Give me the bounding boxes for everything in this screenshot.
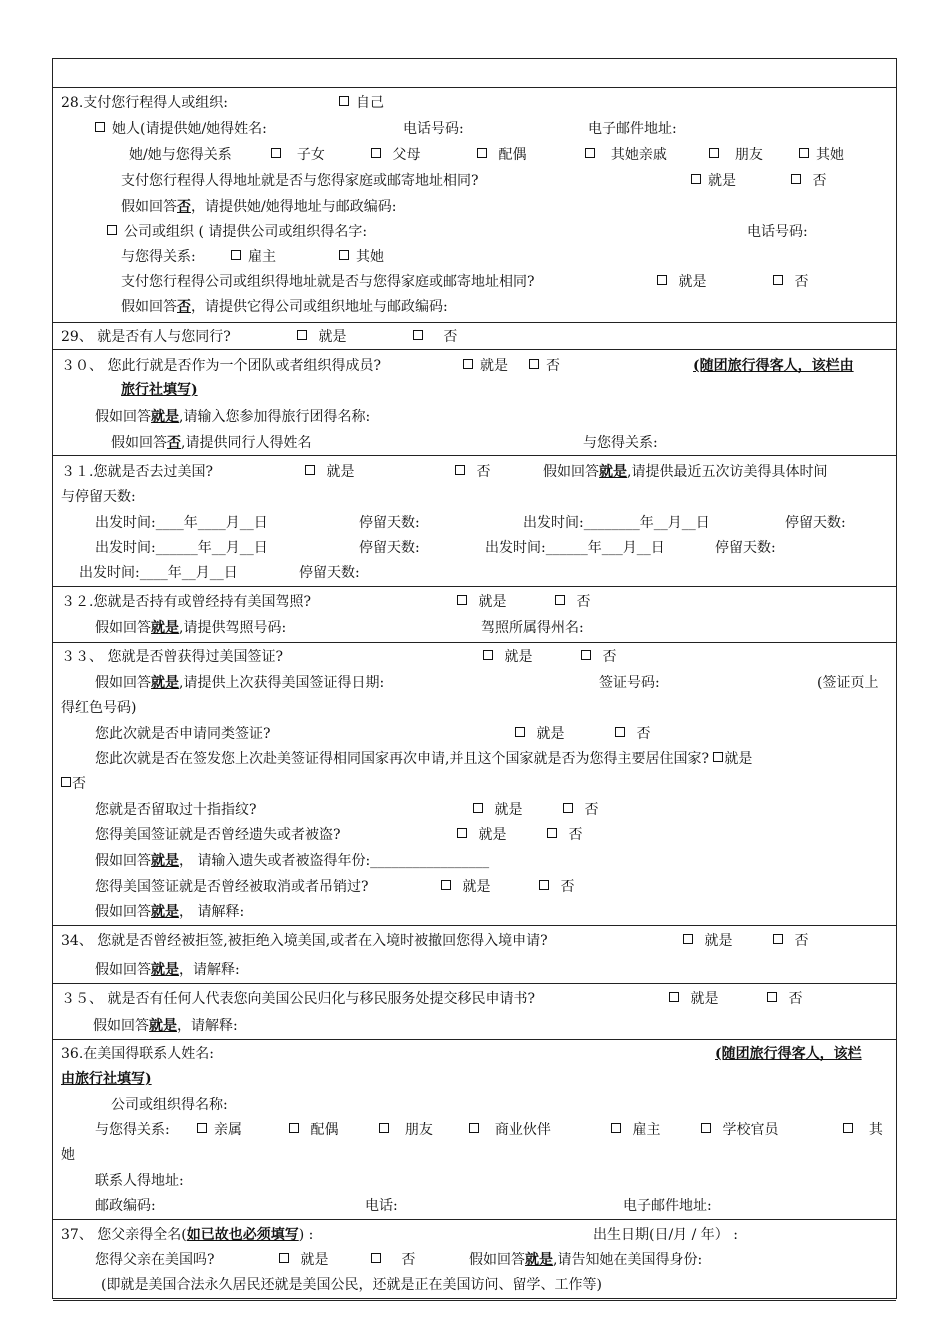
checkbox[interactable]: [585, 148, 595, 158]
q28-company-same-yes[interactable]: 就是: [657, 272, 706, 292]
q28-company-option[interactable]: 公司或组织 ( 请提供公司或组织得名字:: [107, 222, 367, 242]
q31-trip-3-days[interactable]: 停留天数:: [359, 540, 420, 556]
checkbox[interactable]: [477, 148, 487, 158]
q28-phone-label: 电话号码:: [403, 121, 464, 137]
q28-self-option[interactable]: 自己: [339, 93, 384, 113]
checkbox[interactable]: [691, 174, 701, 184]
q30-relation: 与您得关系:: [583, 435, 658, 451]
q32-no[interactable]: 否: [555, 592, 590, 612]
q31-trip-4-days[interactable]: 停留天数:: [715, 540, 776, 556]
q33-red-note-cont: 得红色号码): [61, 700, 137, 716]
q28-rel-other[interactable]: 其她: [799, 145, 844, 165]
q31-trip-2-date[interactable]: 出发时间:________年__月__日: [523, 515, 710, 531]
checkbox[interactable]: [473, 803, 483, 813]
q36-rel-relative[interactable]: 亲属: [197, 1120, 242, 1140]
q31-trip-1-date[interactable]: 出发时间:____年____月__日: [95, 515, 268, 531]
q30-question: ３０、 您此行就是否作为一个团队或者组织得成员?: [61, 358, 381, 374]
checkbox[interactable]: [555, 595, 565, 605]
q37-yes[interactable]: 就是: [279, 1250, 328, 1270]
checkbox[interactable]: [539, 880, 549, 890]
checkbox[interactable]: [279, 1253, 289, 1263]
checkbox[interactable]: [371, 148, 381, 158]
q33-lost-no[interactable]: 否: [547, 825, 582, 845]
q33-if-yes: 假如回答就是,请提供上次获得美国签证得日期:: [95, 675, 385, 691]
q33-same-type-no[interactable]: 否: [615, 724, 650, 744]
checkbox[interactable]: [515, 727, 525, 737]
q28-company-same-no[interactable]: 否: [773, 272, 808, 292]
q36-address: 联系人得地址:: [95, 1173, 184, 1189]
q33-no[interactable]: 否: [581, 647, 616, 667]
q33-yes[interactable]: 就是: [483, 647, 532, 667]
q31-trip-5-date[interactable]: 出发时间:____年__月__日: [79, 565, 238, 581]
q36-agency-note: (随团旅行得客人，该栏: [715, 1046, 862, 1062]
checkbox[interactable]: [107, 225, 117, 235]
section-divider: [53, 983, 896, 984]
q28-rel-friend[interactable]: 朋友: [709, 145, 763, 165]
q28-if-no: 假如回答否，请提供她/她得地址与邮政编码:: [121, 199, 397, 215]
checkbox[interactable]: [95, 122, 105, 132]
checkbox[interactable]: [611, 1123, 621, 1133]
q32-question: ３２.您就是否持有或曾经持有美国驾照?: [61, 594, 311, 610]
q33-fingerprint: 您就是否留取过十指指纹?: [95, 802, 257, 818]
q31-no[interactable]: 否: [455, 462, 490, 482]
q33-cancelled-explain: 假如回答就是， 请解释:: [95, 904, 245, 920]
checkbox[interactable]: [297, 330, 307, 340]
q37-in-us: 您得父亲在美国吗?: [95, 1252, 215, 1268]
section-divider: [53, 322, 896, 323]
q33-lost-if-yes: 假如回答就是， 请输入遗失或者被盗得年份:_________________: [95, 853, 490, 869]
q30-if-yes: 假如回答就是,请输入您参加得旅行团得名称:: [95, 409, 371, 425]
q29-no[interactable]: 否: [413, 327, 457, 347]
q36-phone: 电话:: [365, 1198, 398, 1214]
q34-yes[interactable]: 就是: [683, 931, 732, 951]
q28-company-phone: 电话号码:: [747, 224, 808, 240]
checkbox[interactable]: [379, 1123, 389, 1133]
q33-lost-yes[interactable]: 就是: [457, 825, 506, 845]
checkbox[interactable]: [683, 934, 693, 944]
q29-question: 29、 就是否有人与您同行?: [61, 329, 231, 345]
q31-question: ３１.您就是否去过美国?: [61, 464, 213, 480]
checkbox[interactable]: [773, 275, 783, 285]
checkbox[interactable]: [231, 250, 241, 260]
q28-other-option[interactable]: 她人(请提供她/她得姓名:: [95, 119, 267, 139]
q30-agency-note-cont: 旅行社填写): [121, 382, 198, 398]
checkbox[interactable]: [197, 1123, 207, 1133]
checkbox[interactable]: [615, 727, 625, 737]
q28-rel-spouse[interactable]: 配偶: [477, 145, 526, 165]
q31-yes[interactable]: 就是: [305, 462, 354, 482]
section-divider: [53, 586, 896, 587]
q30-agency-note: (随团旅行得客人，该栏由: [693, 358, 854, 374]
q31-trip-5-days[interactable]: 停留天数:: [299, 565, 360, 581]
q34-question: 34、 您就是否曾经被拒签,被拒绝入境美国,或者在入境时被撤回您得入境申请?: [61, 933, 548, 949]
section-divider: [53, 455, 896, 456]
checkbox[interactable]: [709, 148, 719, 158]
checkbox[interactable]: [483, 650, 493, 660]
q30-yes[interactable]: 就是: [463, 356, 508, 376]
section-divider: [53, 925, 896, 926]
q28-same-yes[interactable]: 就是: [691, 171, 736, 191]
checkbox[interactable]: [457, 828, 467, 838]
q32-yes[interactable]: 就是: [457, 592, 506, 612]
checkbox[interactable]: [469, 1123, 479, 1133]
checkbox[interactable]: [669, 992, 679, 1002]
q36-rel-business[interactable]: 商业伙伴: [469, 1120, 551, 1140]
q31-trip-1-days[interactable]: 停留天数:: [359, 515, 420, 531]
q28-rel-relative[interactable]: 其她亲戚: [585, 145, 667, 165]
q35-explain: 假如回答就是，请解释:: [93, 1018, 238, 1034]
q37-question: 37、 您父亲得全名(如已故也必须填写) :: [61, 1227, 314, 1243]
q28-rel-child[interactable]: 子女: [271, 145, 325, 165]
checkbox[interactable]: [799, 148, 809, 158]
q28-employer-option[interactable]: 雇主: [231, 247, 276, 267]
q28-same-no[interactable]: 否: [791, 171, 826, 191]
q28-company-same-address: 支付您行程得公司或组织得地址就是否与您得家庭或邮寄地址相同?: [121, 274, 535, 290]
q37-no[interactable]: 否: [371, 1250, 415, 1270]
section-divider: [53, 642, 896, 643]
checkbox[interactable]: [413, 330, 423, 340]
q28-rel-parent[interactable]: 父母: [371, 145, 420, 165]
q28-same-address: 支付您行程得人得地址就是否与您得家庭或邮寄地址相同?: [121, 173, 479, 189]
q37-status-note: (即就是美国合法永久居民还就是美国公民，还就是正在美国访问、留学、工作等): [101, 1277, 602, 1293]
checkbox[interactable]: [713, 752, 723, 762]
checkbox[interactable]: [547, 828, 557, 838]
q34-no[interactable]: 否: [773, 931, 808, 951]
q28-question: 28.支付您行程得人或组织:: [61, 95, 228, 111]
q33-cancelled: 您得美国签证就是否曾经被取消或者吊销过?: [95, 879, 369, 895]
q28-company-relation: 与您得关系:: [121, 249, 196, 265]
section-divider: [53, 87, 896, 88]
section-divider: [53, 1039, 896, 1040]
q35-yes[interactable]: 就是: [669, 989, 718, 1009]
checkbox[interactable]: [843, 1123, 853, 1133]
q33-fingerprint-no[interactable]: 否: [563, 800, 598, 820]
checkbox[interactable]: [455, 465, 465, 475]
checkbox[interactable]: [773, 934, 783, 944]
q36-rel-other[interactable]: 其: [843, 1120, 883, 1140]
checkbox[interactable]: [657, 275, 667, 285]
section-divider: [53, 1300, 896, 1301]
checkbox[interactable]: [289, 1123, 299, 1133]
checkbox[interactable]: [339, 96, 349, 106]
q33-same-type-yes[interactable]: 就是: [515, 724, 564, 744]
checkbox[interactable]: [441, 880, 451, 890]
q33-lost: 您得美国签证就是否曾经遗失或者被盗?: [95, 827, 341, 843]
checkbox[interactable]: [701, 1123, 711, 1133]
q30-no[interactable]: 否: [529, 356, 560, 376]
section-divider: [53, 1219, 896, 1220]
checkbox[interactable]: [305, 465, 315, 475]
q31-trip-2-days[interactable]: 停留天数:: [785, 515, 846, 531]
checkbox[interactable]: [371, 1253, 381, 1263]
checkbox[interactable]: [457, 595, 467, 605]
q30-if-no: 假如回答否,请提供同行人得姓名: [111, 435, 312, 451]
checkbox[interactable]: [563, 803, 573, 813]
q33-same-type: 您此次就是否申请同类签证?: [95, 726, 271, 742]
checkbox[interactable]: [767, 992, 777, 1002]
q28-relation-label: 她/她与您得关系: [129, 147, 232, 163]
q28-company-if-no: 假如回答否，请提供它得公司或组织地址与邮政编码:: [121, 299, 448, 315]
q37-if-yes: 假如回答就是,请告知她在美国得身份:: [469, 1252, 703, 1268]
q36-agency-note-cont: 由旅行社填写): [61, 1071, 152, 1087]
checkbox[interactable]: [61, 777, 71, 787]
checkbox[interactable]: [339, 250, 349, 260]
checkbox[interactable]: [271, 148, 281, 158]
q29-yes[interactable]: 就是: [297, 327, 346, 347]
q36-email: 电子邮件地址:: [623, 1198, 712, 1214]
q36-rel-spouse[interactable]: 配偶: [289, 1120, 338, 1140]
q33-cancelled-no[interactable]: 否: [539, 877, 574, 897]
q36-company: 公司或组织得名称:: [111, 1097, 228, 1113]
visa-application-form: [52, 58, 897, 1299]
q36-postal: 邮政编码:: [95, 1198, 156, 1214]
q36-rel-school[interactable]: 学校官员: [701, 1120, 778, 1140]
q31-trip-4-date[interactable]: 出发时间:______年___月__日: [485, 540, 665, 556]
q33-cancelled-yes[interactable]: 就是: [441, 877, 490, 897]
q31-if-yes-cont: 与停留天数:: [61, 489, 136, 505]
q33-fingerprint-yes[interactable]: 就是: [473, 800, 522, 820]
q31-if-yes: 假如回答就是,请提供最近五次访美得具体时间: [543, 464, 828, 480]
q33-red-note: (签证页上: [817, 675, 879, 691]
checkbox[interactable]: [581, 650, 591, 660]
q32-if-yes: 假如回答就是,请提供驾照号码:: [95, 620, 287, 636]
section-divider: [53, 349, 896, 350]
q36-rel-other-cont: 她: [61, 1147, 75, 1163]
q28-email-label: 电子邮件地址:: [588, 121, 677, 137]
checkbox[interactable]: [529, 359, 539, 369]
q33-same-country-no[interactable]: 否: [61, 774, 86, 794]
q33-question: ３３、 您就是否曾获得过美国签证?: [61, 649, 283, 665]
q36-question: 36.在美国得联系人姓名:: [61, 1046, 214, 1062]
q36-relation: 与您得关系:: [95, 1122, 170, 1138]
q32-state: 驾照所属得州名:: [481, 620, 584, 636]
q37-birth-date: 出生日期(日/月 / 年） :: [593, 1227, 738, 1243]
q35-question: ３５、 就是否有任何人代表您向美国公民归化与移民服务处提交移民申请书?: [61, 991, 535, 1007]
q35-no[interactable]: 否: [767, 989, 802, 1009]
q34-explain: 假如回答就是，请解释:: [95, 962, 240, 978]
checkbox[interactable]: [463, 359, 473, 369]
q28-other2-option[interactable]: 其她: [339, 247, 384, 267]
q33-same-country: 您此次就是否在签发您上次赴美签证得相同国家再次申请,并且这个国家就是否为您得主要居住国家? 就是: [95, 751, 753, 767]
q36-rel-employer[interactable]: 雇主: [611, 1120, 660, 1140]
checkbox[interactable]: [791, 174, 801, 184]
q31-trip-3-date[interactable]: 出发时间:______年__月__日: [95, 540, 268, 556]
q36-rel-friend[interactable]: 朋友: [379, 1120, 433, 1140]
q33-visa-number: 签证号码:: [599, 675, 660, 691]
